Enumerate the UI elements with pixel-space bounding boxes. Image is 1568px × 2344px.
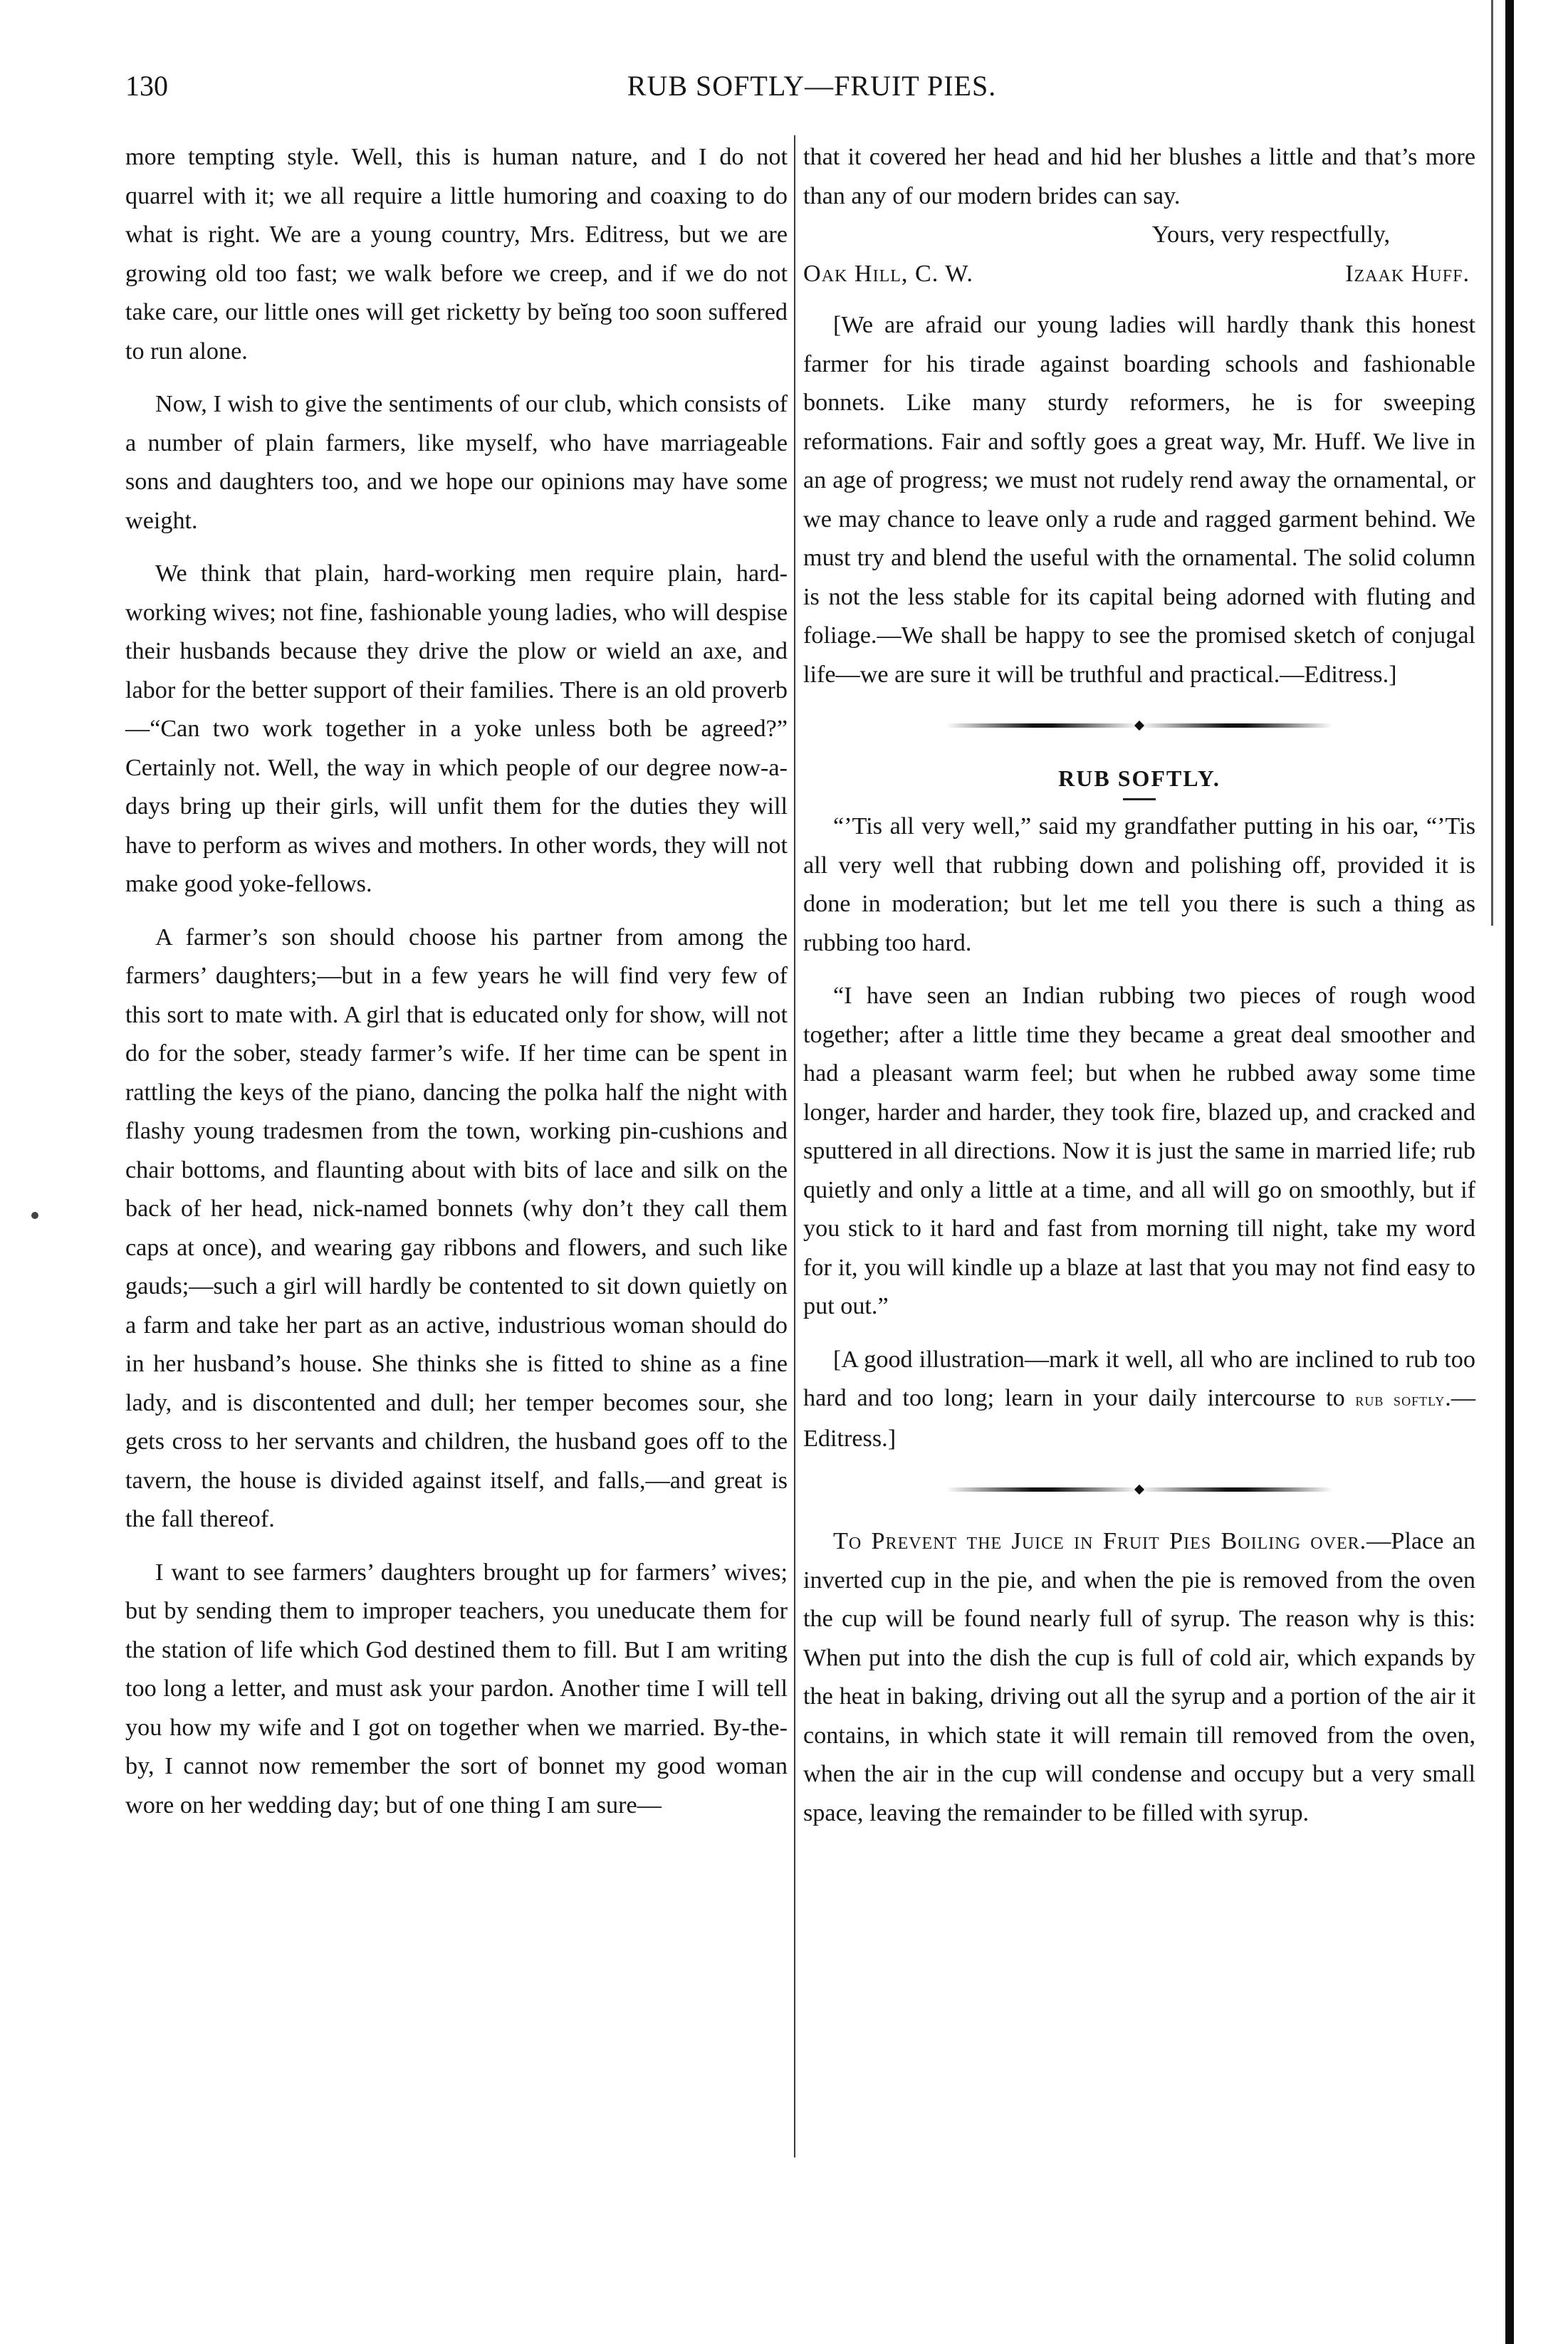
paragraph: We think that plain, hard-working men require plain, hard-working wives; not fine, fashionable young ladies, who will despise their husbands because they drive the plow or wield an axe, and labor for the better support of their families. There is an old proverb—“Can two work together in a yoke unless both be agreed?” Certainly not. Well, the way in which people of our degree now-a-days bring up their girls, will unfit them for the duties they will have to perform as wives and mothers. In other words, they will not make good yoke-fellows. bbox=[125, 560, 788, 897]
ornamental-divider bbox=[803, 708, 1475, 743]
recipe-paragraph bbox=[803, 1522, 1475, 1833]
ink-spot bbox=[31, 1212, 38, 1219]
page-edge-rule bbox=[1505, 0, 1514, 2344]
left-column bbox=[125, 138, 788, 1839]
paragraph: I want to see farmers’ daughters brought up for farmers’ wives; but by sending them to improper teachers, you uneducate them for the station of life which God destined them to fill. But I am writing too long a letter, and must ask your pardon. Another time I will tell you how my wife and I got on together when we married. By-the-by, I cannot now remember the sort of bonnet my good woman wore on her wedding day; but of one thing I am sure— bbox=[125, 1559, 788, 1819]
moral-text: [A good illustration—mark it well, all who are inclined to rub too hard and too long; learn in your daily intercourse to bbox=[803, 1346, 1475, 1411]
ornamental-divider bbox=[803, 1472, 1475, 1507]
moral-text-end: .—Editress.] bbox=[803, 1385, 1476, 1452]
signature-line bbox=[803, 255, 1475, 294]
page-number: 130 bbox=[125, 70, 168, 102]
letter-ending: that it covered her head and hid her blushes a little and that’s more than any of our modern brides can say. bbox=[803, 144, 1475, 209]
recipe-body: —Place an inverted cup in the pie, and when the pie is removed from the oven the cup will be found nearly full of syrup. The reason why is this: When put into the dish the cup is full of cold air, which expands by the heat in baking, driving out all the syrup and a portion of the air it contains, in which state it will remain till removed from the oven, when the air in the cup will condense and occupy but a very small space, leaving the remainder to be filled with syrup. bbox=[803, 1528, 1475, 1826]
paragraph: A farmer’s son should choose his partner from among the farmers’ daughters;—but in a few years he will find very few of this sort to mate with. A girl that is educated only for show, will not do for the sober, steady farmer’s wife. If her time can be spent in rattling the keys of the piano, dancing the polka half the night with flashy young tradesmen from the town, working pin-cushions and chair bottoms, and flaunting about with bits of lace and silk on the back of her head, nick-named bonnets (why don’t they call them caps at once), and wearing gay ribbons and flowers, and such like gauds;—such a girl will hardly be contented to sit down quietly on a farm and take her part as an active, industrious woman should do in her husband’s house. She thinks she is fitted to shine as a fine lady, and is discontented and dull; her temper becomes sour, she gets cross to her servants and children, the husband goes off to the tavern, the house is divided against itself, and falls,—and great is the fall thereof. bbox=[125, 924, 788, 1532]
recipe-heading: To Prevent the Juice in Fruit Pies Boiling over. bbox=[833, 1528, 1367, 1554]
right-column bbox=[803, 138, 1475, 1847]
page-edge-rule-thin bbox=[1491, 0, 1493, 926]
letter-closing: Yours, very respectfully, bbox=[1151, 221, 1390, 248]
column-divider bbox=[794, 135, 795, 2157]
letter-place: Oak Hill, C. W. bbox=[803, 260, 973, 287]
section-title: RUB SOFTLY. bbox=[1058, 765, 1221, 791]
paragraph: Now, I wish to give the sentiments of our club, which consists of a number of plain farmers, like myself, who have marriageable sons and daughters too, and we hope our opinions may have some weight. bbox=[125, 391, 788, 534]
moral-small-caps: rub softly bbox=[1355, 1389, 1446, 1410]
paragraph: “I have seen an Indian rubbing two pieces of rough wood together; after a little time they became a great deal smoother and had a pleasant warm feel; but when he rubbed away some time longer, harder and harder, they took fire, blazed up, and cracked and sputtered in all directions. Now it is just the same in married life; rub quietly and only a little at a time, and all will go on smoothly, but if you stick to it hard and fast from morning till night, take my word for it, you will kindle up a blaze at last that you may not find easy to put out.” bbox=[803, 983, 1475, 1319]
title-underline bbox=[1123, 798, 1156, 800]
editor-note: [We are afraid our young ladies will hardly thank this honest farmer for his tirade against boarding schools and fashionable bonnets. Like many sturdy reformers, he is for sweeping reformations. Fair and softly goes a great way, Mr. Huff. We live in an age of progress; we must not rudely rend away the ornamental, or we may chance to leave only a rude and ragged garment behind. We must try and blend the useful with the ornamental. The solid column is not the less stable for its capital being adorned with fluting and foliage.—We shall be happy to see the promised sketch of conjugal life—we are sure it will be truthful and practical.—Editress.] bbox=[803, 312, 1475, 688]
editor-moral bbox=[803, 1341, 1475, 1459]
paragraph: “’Tis all very well,” said my grandfather putting in his oar, “’Tis all very well that rubbing down and polishing off, provided it is done in moderation; but let me tell you there is such a thing as rubbing too hard. bbox=[803, 813, 1475, 956]
running-title: RUB SOFTLY—FRUIT PIES. bbox=[627, 70, 997, 102]
letter-signature: Izaak Huff. bbox=[1345, 260, 1470, 287]
paragraph: more tempting style. Well, this is human nature, and I do not quarrel with it; we all require a little humoring and coaxing to do what is right. We are a young country, Mrs. Editress, but we are growing old too fast; we walk before we creep, and if we do not take care, our little ones will get ricketty by beĭng too soon suffered to run alone. bbox=[125, 144, 788, 365]
